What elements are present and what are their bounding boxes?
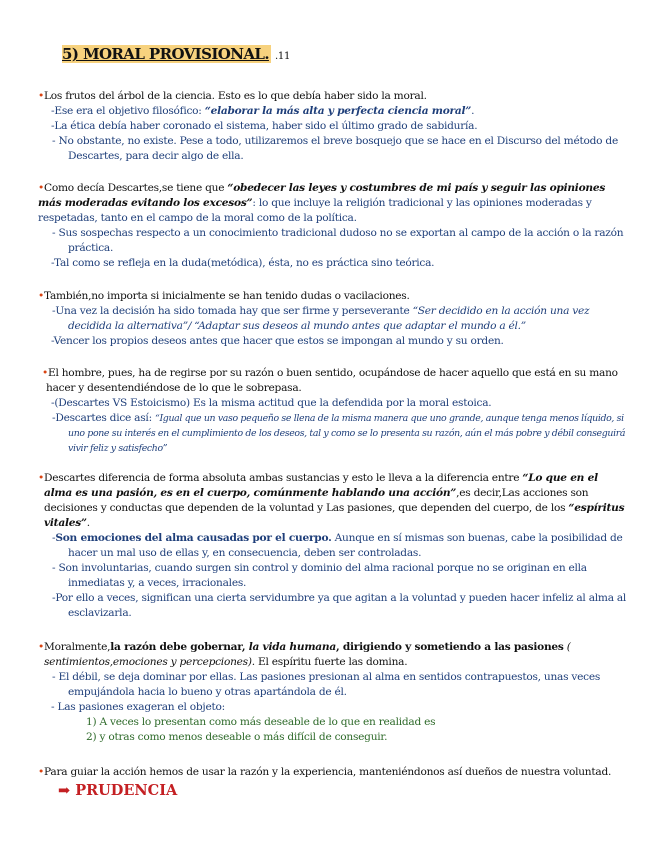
bullet-text: Los frutos del árbol de la ciencia. Esto es lo que debía haber sido la moral. <box>44 90 427 102</box>
bullet-icon: • <box>38 641 44 653</box>
bullet-line: •El hombre, pues, ha de regirse por su razón o buen sentido, ocupándose de hacer aquello que está en su mano hacer y desentendiéndose de lo que le sobrepasa. <box>42 367 618 394</box>
dash-item: - Las pasiones exageran el objeto: <box>51 701 225 713</box>
bullet-icon: • <box>38 472 44 484</box>
quote: “obedecer las leyes y costumbres de mi país y seguir las opiniones más moderadas evitando los excesos” <box>38 182 606 209</box>
quote: “espíritus vitales” <box>44 502 625 529</box>
quote: “Lo que en el alma es una pasión, es en el cuerpo, comúnmente hablando una acción” <box>44 472 598 499</box>
prudence-label: ➡ PRUDENCIA <box>58 782 178 799</box>
bullet-line: •También,no importa si inicialmente se han tenido dudas o vacilaciones. <box>38 290 410 302</box>
ordered-item: 1) A veces lo presentan como más deseable de lo que en realidad es <box>86 716 436 728</box>
dash-item: -(Descartes VS Estoicismo) Es la misma actitud que la defendida por la moral estoica. <box>51 397 492 409</box>
ordered-item: 2) y otras como menos deseable o más difícil de conseguir. <box>86 731 388 743</box>
dash-item: -Una vez la decisión ha sido tomada hay que ser firme y perseverante “Ser decidido en la acción una vez decidida la alternativa”/ “Adaptar sus deseos al mundo antes que adaptar el mundo a él.” <box>52 305 590 332</box>
bullet-icon: • <box>38 90 44 102</box>
quote: “Ser decidido en la acción una vez decidida la alternativa”/ “Adaptar sus deseos al mundo antes que adaptar el mundo a él.” <box>68 305 590 332</box>
dash-item: -Descartes dice así: “Igual que un vaso pequeño se llena de la misma manera que uno grande, aunque tenga menos líquido, si uno pone su interés en el cumplimiento de los deseos, tal y como se lo presenta su razón, aún el más pobre y débil conseguirá vivir feliz y satisfecho” <box>52 412 626 454</box>
arrow-right-icon: ➡ <box>58 782 71 799</box>
dash-item: -La ética debía haber coronado el sistema, haber sido el último grado de sabiduría. <box>51 120 478 132</box>
bullet-line: •Moralmente,la razón debe gobernar, la vida humana, dirigiendo y sometiendo a las pasiones ( sentimientos,emociones y percepciones). El espíritu fuerte las domina. <box>38 641 571 668</box>
block-reason-stoicism <box>38 366 627 456</box>
dash-item: -Tal como se refleja en la duda(metódica), ésta, no es práctica sino teórica. <box>51 257 435 269</box>
dash-item: -Vencer los propios deseos antes que hacer que estos se impongan al mundo y su orden. <box>51 335 504 347</box>
block-passions <box>38 471 627 621</box>
dash-item: - Sus sospechas respecto a un conocimiento tradicional dudoso no se exportan al campo de la acción o la razón práctica. <box>52 227 624 254</box>
dash-item: - No obstante, no existe. Pese a todo, utilizaremos el breve bosquejo que se hace en el Discurso del método de Descartes, para decir algo de ella. <box>52 135 618 162</box>
bullet-icon: • <box>38 766 44 778</box>
bullet-line: •Como decía Descartes,se tiene que “obedecer las leyes y costumbres de mi país y seguir las opiniones más moderadas evitando los excesos”: lo que incluye la religión tradicional y las opiniones moderadas y respetadas, tanto en el campo de la moral como de la política. <box>38 182 606 224</box>
block-prudence <box>38 765 627 798</box>
dash-item: -Son emociones del alma causadas por el cuerpo. Aunque en sí mismas son buenas, cabe la posibilidad de hacer un mal uso de ellas y, en consecuencia, deben ser controladas. <box>52 532 623 559</box>
bullet-line: •Para guiar la acción hemos de usar la razón y la experiencia, manteniéndonos así dueños de nuestra voluntad. <box>38 766 612 778</box>
bullet-icon: • <box>38 290 44 302</box>
quote: “elaborar la más alta y perfecta ciencia moral” <box>204 105 472 117</box>
bullet-line: •Descartes diferencia de forma absoluta ambas sustancias y esto le lleva a la diferencia entre “Lo que en el alma es una pasión, es en el cuerpo, comúnmente hablando una acción”,es decir,Las acciones son decisiones y conductas que dependen de la voluntad y Las pasiones, que dependen del cuerpo, de los “espíritus vitales”. <box>38 472 625 529</box>
dash-item: - Son involuntarias, cuando surgen sin control y dominio del alma racional porque no se originan en ella inmediatas y, a veces, irracionales. <box>52 562 587 589</box>
bullet-icon: • <box>42 367 48 379</box>
section-title: 5) MORAL PROVISIONAL. <box>62 45 269 63</box>
section-heading <box>62 44 290 67</box>
quote: “Igual que un vaso pequeño se llena de la misma manera que uno grande, aunque tenga menos líquido, si uno pone su interés en el cumplimiento de los deseos, tal y como se lo presenta su razón, aún el más pobre y débil conseguirá vivir feliz y satisfecho” <box>68 413 626 454</box>
block-firm-decision <box>38 289 627 349</box>
dash-item: -Por ello a veces, significan una cierta servidumbre ya que agitan a la voluntad y pueden hacer infeliz al alma al esclavizarla. <box>52 592 627 619</box>
bullet-line <box>38 89 627 104</box>
dash-item: - El débil, se deja dominar por ellas. Las pasiones presionan al alma en sentidos contrapuestos, unas veces empujándola hacia lo bueno y otras apartándola de él. <box>52 671 601 698</box>
page-reference: .11 <box>274 51 291 62</box>
block-reason-governs <box>38 640 627 745</box>
dash-item: -Ese era el objetivo filosófico: “elaborar la más alta y perfecta ciencia moral”. <box>51 105 475 117</box>
block-obey-laws <box>38 181 627 271</box>
block-moral-fruits <box>38 89 627 164</box>
bullet-icon: • <box>38 182 44 194</box>
